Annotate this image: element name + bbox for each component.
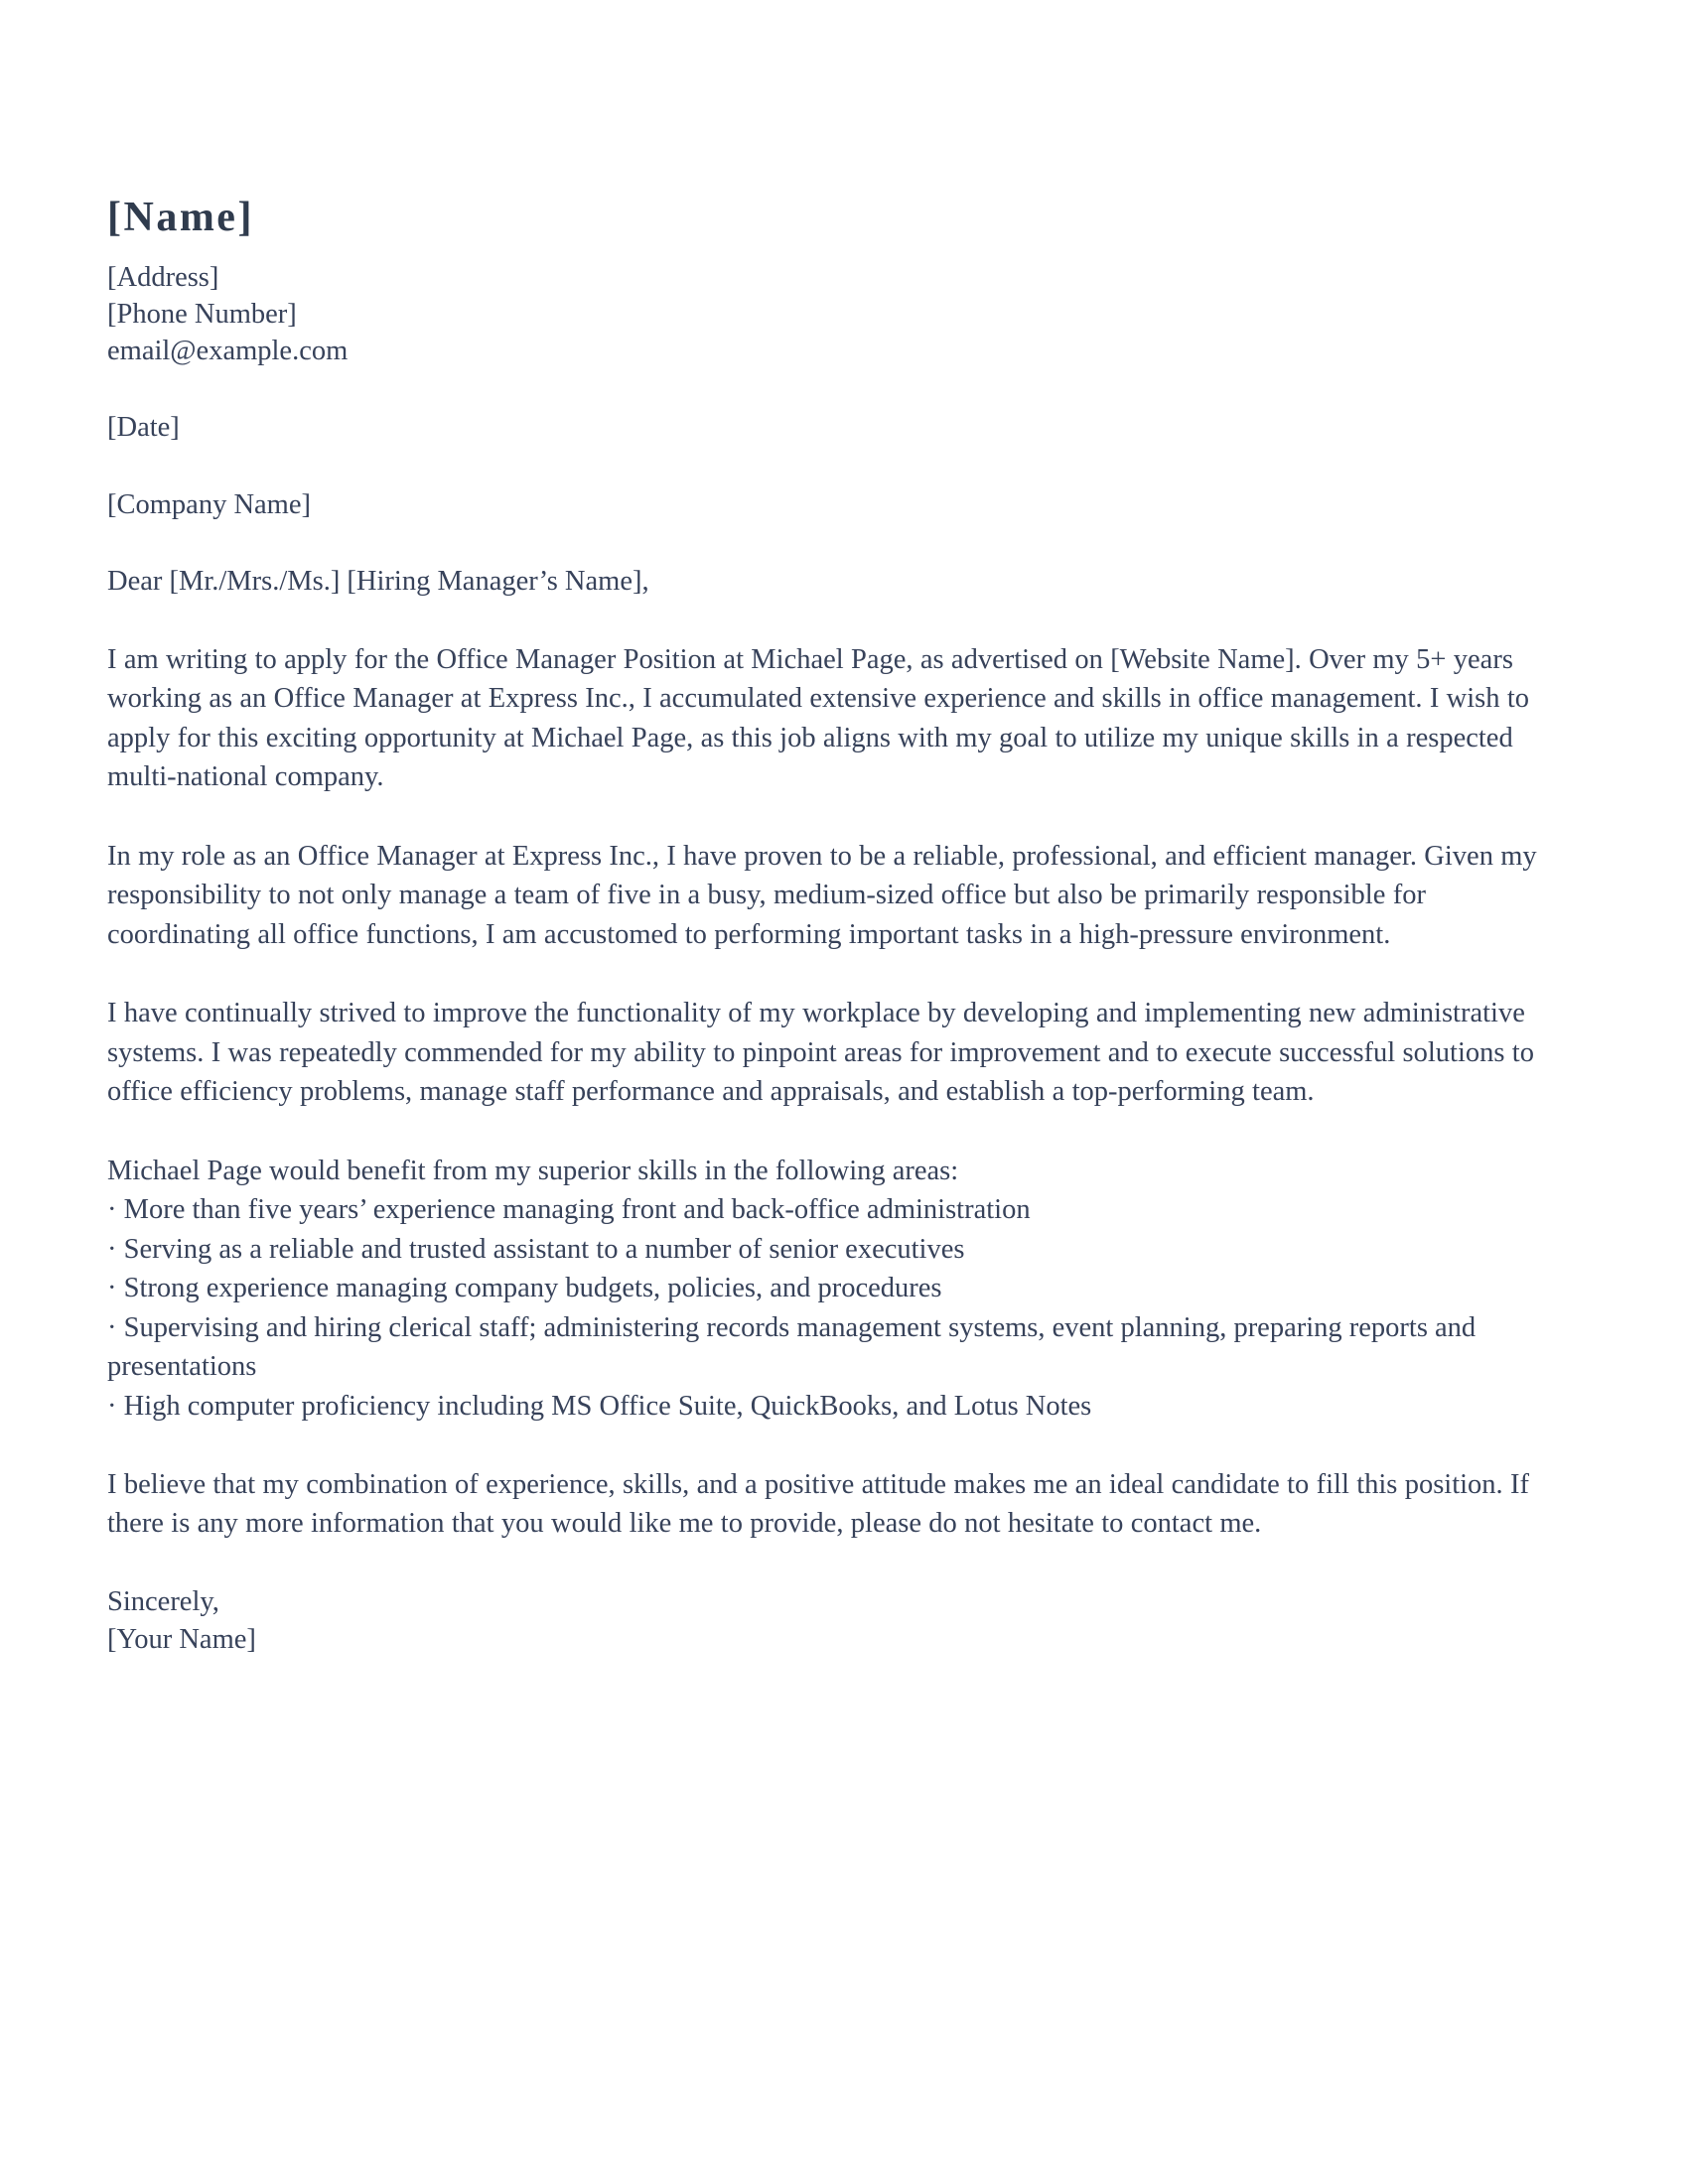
body-paragraph-3: I have continually strived to improve the functionality of my workplace by developing and implementing new administrative systems. I was repeatedly commended for my ability to pinpoint areas for improvement and to execute successful solutions to office efficiency problems, manage staff performance and appraisals, and establish a top-performing team.	[107, 998, 1534, 1108]
signature-name: [Your Name]	[107, 1623, 256, 1655]
salutation: Dear [Mr./Mrs./Ms.] [Hiring Manager’s Name],	[107, 566, 649, 598]
signature-closing: Sincerely,	[107, 1585, 219, 1617]
sender-email: email@example.com	[107, 336, 349, 367]
sender-header-block	[107, 195, 1541, 369]
spacer	[107, 1544, 1541, 1583]
bullet-marker-icon: ·	[107, 1390, 117, 1422]
bullet-marker-icon: ·	[107, 1194, 117, 1226]
bullet-marker-icon: ·	[107, 1273, 117, 1304]
body-paragraph-4: I believe that my combination of experience, skills, and a positive attitude makes me an ideal candidate to fill this position. If there is any more information that you would like me to provide, please do not hesitate to contact me.	[107, 1468, 1529, 1540]
spacer	[107, 523, 1541, 563]
spacer	[107, 954, 1541, 994]
recipient-company-name: [Company Name]	[107, 488, 311, 520]
spacer	[107, 601, 1541, 640]
list-item-text: Serving as a reliable and trusted assistant to a number of senior executives	[123, 1233, 965, 1265]
spacer	[107, 797, 1541, 837]
bullet-marker-icon: ·	[107, 1311, 117, 1343]
list-item-text: High computer proficiency including MS Office Suite, QuickBooks, and Lotus Notes	[123, 1390, 1092, 1422]
list-item-text: Supervising and hiring clerical staff; administering records management systems, event planning, preparing reports and presentations	[107, 1311, 1477, 1383]
body-paragraph-2: In my role as an Office Manager at Express Inc., I have proven to be a reliable, professional, and efficient manager. Given my responsibility to not only manage a team of five in a busy, medium-sized office but also be primarily responsible for coordinating all office functions, I am accustomed to performing important tasks in a high-pressure environment.	[107, 840, 1537, 950]
list-item	[107, 1387, 1541, 1426]
sender-phone: [Phone Number]	[107, 299, 297, 331]
cover-letter-body	[107, 195, 1541, 1658]
body-paragraph-1: I am writing to apply for the Office Manager Position at Michael Page, as advertised on [Website Name]. Over my 5+ years working as an Office Manager at Express Inc., I accumulated extensive experience and skills in office management. I wish to apply for this exciting opportunity at Michael Page, as this job aligns with my goal to utilize my unique skills in a respected multi-national company.	[107, 644, 1529, 793]
list-item-text: More than five years’ experience managing front and back-office administration	[123, 1194, 1031, 1226]
spacer	[107, 1426, 1541, 1465]
sender-address: [Address]	[107, 262, 219, 294]
skills-list	[107, 1190, 1541, 1426]
signature-block	[107, 1583, 1541, 1658]
list-item	[107, 1190, 1541, 1229]
spacer	[107, 447, 1541, 486]
sender-name: [Name]	[107, 195, 254, 240]
bullet-marker-icon: ·	[107, 1233, 117, 1265]
list-item-text: Strong experience managing company budgets, policies, and procedures	[123, 1273, 942, 1304]
spacer	[107, 369, 1541, 409]
list-item	[107, 1269, 1541, 1307]
list-item	[107, 1308, 1541, 1387]
spacer	[107, 1112, 1541, 1152]
skills-list-intro: Michael Page would benefit from my superior skills in the following areas:	[107, 1155, 959, 1186]
list-item	[107, 1230, 1541, 1269]
letter-date: [Date]	[107, 412, 180, 444]
